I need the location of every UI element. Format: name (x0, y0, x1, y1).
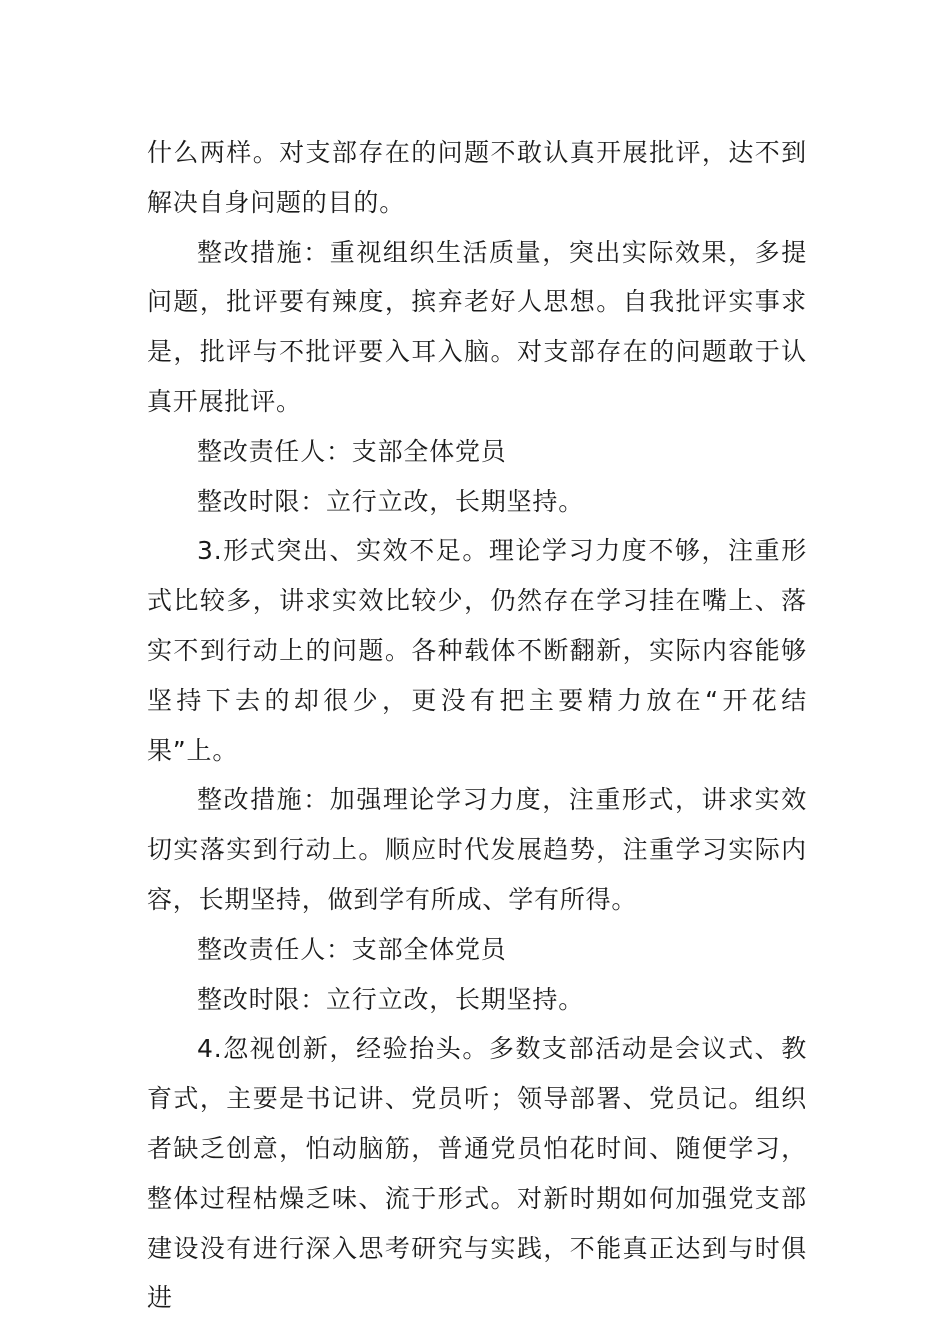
document-body (147, 128, 807, 1323)
paragraph-issue-4: 4.忽视创新，经验抬头。多数支部活动是会议式、教育式，主要是书记讲、党员听；领导部署、党员记。组织者缺乏创意，怕动脑筋，普通党员怕花时间、随便学习，整体过程枯燥乏味、流于形式。对新时期如何加强党支部建设没有进行深入思考研究与实践，不能真正达到与时俱进 (147, 1034, 807, 1313)
paragraph-deadline-3: 整改时限：立行立改，长期坚持。 (197, 984, 585, 1014)
paragraph-measures-1: 整改措施：重视组织生活质量，突出实际效果，多提问题，批评要有辣度，摈弃老好人思想。自我批评实事求是，批评与不批评要入耳入脑。对支部存在的问题敢于认真开展批评。 (147, 237, 807, 416)
paragraph-issue-3: 3.形式突出、实效不足。理论学习力度不够，注重形式比较多，讲求实效比较少，仍然存在学习挂在嘴上、落实不到行动上的问题。各种载体不断翻新，实际内容能够坚持下去的却很少，更没有把主要精力放在“开花结果”上。 (147, 536, 807, 765)
paragraph-responsible-1: 整改责任人：支部全体党员 (197, 436, 507, 466)
paragraph-continued: 什么两样。对支部存在的问题不敢认真开展批评，达不到解决自身问题的目的。 (147, 138, 807, 217)
paragraph-measures-3: 整改措施：加强理论学习力度，注重形式，讲求实效切实落实到行动上。顺应时代发展趋势，注重学习实际内容，长期坚持，做到学有所成、学有所得。 (147, 785, 807, 914)
paragraph-responsible-3: 整改责任人：支部全体党员 (197, 934, 507, 964)
paragraph-deadline-1: 整改时限：立行立改，长期坚持。 (197, 486, 585, 516)
